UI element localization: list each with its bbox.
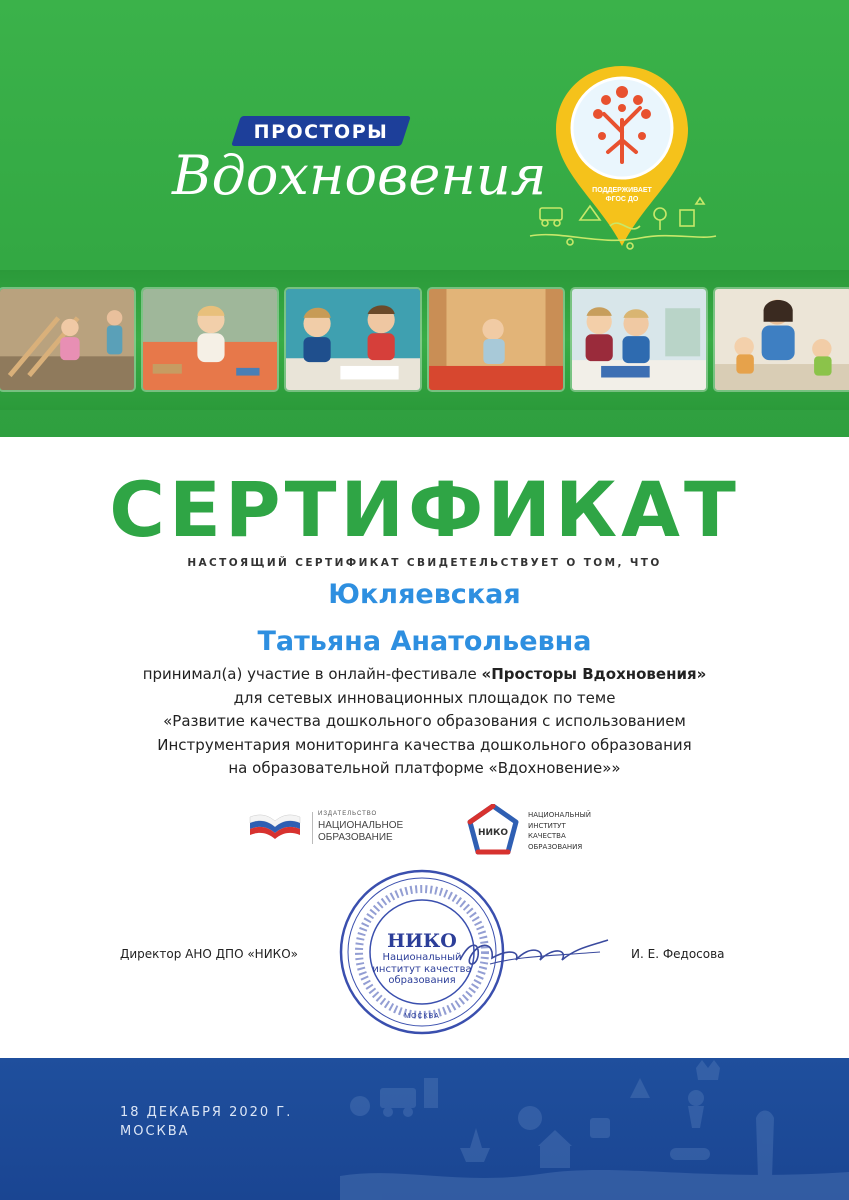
signer-name: И. Е. Федосова [631, 947, 725, 961]
certificate-body [0, 663, 849, 781]
niko-name-line2: ИНСТИТУТ [528, 821, 566, 830]
photo-boys-at-table [284, 287, 422, 392]
publisher-small-label: ИЗДАТЕЛЬСТВО [318, 811, 378, 817]
header-banner [0, 0, 849, 437]
niko-logo [466, 804, 616, 856]
publisher-divider [312, 812, 313, 844]
seal-line2: институт качества [372, 963, 472, 975]
badge-caption-line2: ФГОС ДО [605, 196, 639, 203]
toys-doodle-icon [520, 196, 720, 256]
publisher-logo [248, 808, 418, 848]
body-line-2: для сетевых инновационных площадок по теме [233, 688, 616, 707]
festival-name: «Просторы Вдохновения» [481, 665, 707, 683]
photo-child-on-slide [427, 287, 565, 392]
niko-mark-text: НИКО [477, 828, 509, 838]
niko-name [528, 810, 591, 852]
body-line-4: Инструментария мониторинга качества дошкольного образования [157, 735, 692, 754]
badge-caption-line1: ПОДДЕРЖИВАЕТ [592, 187, 652, 194]
director-title: Директор АНО ДПО «НИКО» [120, 947, 298, 961]
photo-girl-with-toys [141, 287, 279, 392]
niko-name-line3: КАЧЕСТВА [528, 832, 566, 840]
certificate-title: СЕРТИФИКАТ [109, 465, 740, 554]
photo-teacher-with-children [713, 287, 849, 392]
toys-silhouettes-icon [340, 1058, 849, 1200]
body-line-5: на образовательной платформе «Вдохновение»» [228, 759, 621, 777]
seal-city: МОСКВА [404, 1013, 440, 1020]
body-line-1 [0, 663, 849, 687]
photo-strip [0, 287, 849, 392]
certificate-date: 18 ДЕКАБРЯ 2020 Г. [120, 1105, 293, 1120]
seal-title: НИКО [387, 930, 457, 952]
recipient-given-names: Татьяна Анатольевна [257, 626, 592, 657]
body-line-1-prefix: принимал(а) участие в онлайн-фестивале [142, 665, 482, 683]
logo-main-text: Вдохновения [172, 144, 547, 207]
publisher-name-line1: НАЦИОНАЛЬНОЕ [318, 820, 404, 831]
logo-top-text: ПРОСТОРЫ [253, 121, 389, 143]
niko-mark-icon [466, 804, 520, 856]
certificate-city: МОСКВА [120, 1124, 190, 1139]
photo-toddler-climbing [0, 287, 136, 392]
footer-date-block [120, 1103, 292, 1141]
niko-name-line4: ОБРАЗОВАНИЯ [528, 842, 583, 851]
seal-line3: образования [388, 975, 456, 986]
recipient-surname: Юкляевская [328, 579, 521, 610]
photo-boys-playing-game [570, 287, 708, 392]
niko-name-line1: НАЦИОНАЛЬНЫЙ [528, 811, 592, 819]
body-line-3: «Развитие качества дошкольного образования с использованием [163, 712, 686, 730]
seal-line1: Национальный [382, 952, 462, 963]
certificate-subtitle: НАСТОЯЩИЙ СЕРТИФИКАТ СВИДЕТЕЛЬСТВУЕТ О ТОМ, ЧТО [187, 557, 662, 569]
publisher-name-line2: ОБРАЗОВАНИЕ [318, 832, 393, 843]
handwritten-signature-icon [450, 930, 615, 975]
book-flag-icon [248, 813, 302, 841]
publisher-name [318, 820, 403, 844]
